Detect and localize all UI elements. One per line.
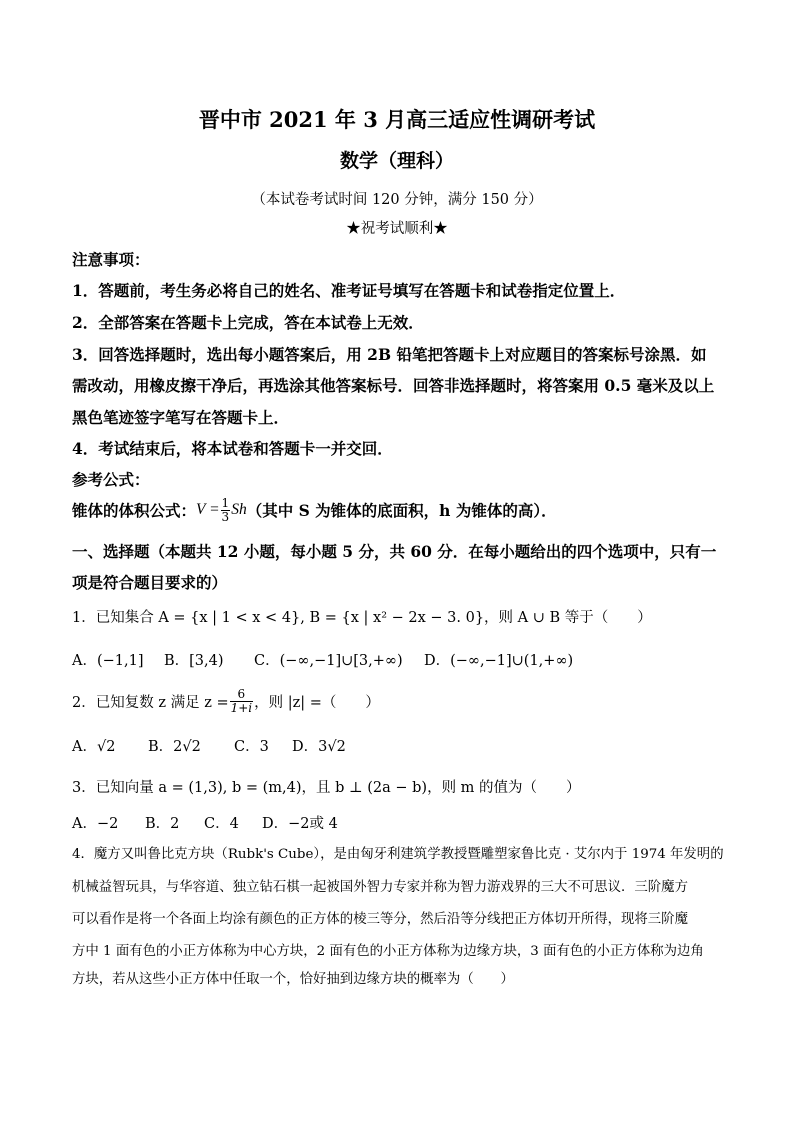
formula-numerator: 1 bbox=[221, 495, 230, 510]
exam-wish: ★祝考试顺利★ bbox=[346, 221, 448, 237]
question-3-option-b: B．2 bbox=[145, 816, 180, 832]
section-1-line-1: 一、选择题（本题共 12 小题，每小题 5 分，共 60 分．在每小题给出的四个选项中，只有一 bbox=[72, 542, 717, 561]
formula-label: 锥体的体积公式： bbox=[72, 501, 197, 520]
question-4-line-1: 4．魔方又叫鲁比克方块（Rubk's Cube），是由匈牙利建筑学教授暨雕塑家鲁比克 · 艾尔内于 1974 年发明的 bbox=[72, 847, 724, 862]
note-item-3-line-3: 黑色笔迹签字笔写在答题卡上． bbox=[72, 408, 290, 427]
exam-subject: 数学（理科） bbox=[339, 150, 454, 172]
question-1-option-a: A．(−1,1] bbox=[72, 653, 144, 669]
question-2-suffix: ，则 |z| =（ ） bbox=[254, 694, 380, 711]
notes-heading: 注意事项： bbox=[72, 250, 150, 269]
formula-explain: （其中 S 为锥体的底面积，h 为锥体的高）． bbox=[246, 501, 557, 520]
question-2-prefix: 2．已知复数 z 满足 z = bbox=[72, 694, 229, 711]
question-2-option-b: B．2√2 bbox=[148, 739, 201, 755]
formula-rhs: Sh bbox=[231, 501, 247, 518]
question-1-option-c: C．(−∞,−1]∪[3,+∞) bbox=[254, 653, 403, 669]
note-item-4: 4．考试结束后，将本试卷和答题卡一并交回． bbox=[72, 439, 393, 458]
question-2-option-a: A．√2 bbox=[72, 739, 116, 755]
question-4-line-5: 方块，若从这些小正方体中任取一个，恰好抽到边缘方块的概率为（ ） bbox=[72, 972, 514, 987]
note-item-3-line-1: 3．回答选择题时，选出每小题答案后，用 2B 铅笔把答题卡上对应题目的答案标号涂黑．如 bbox=[72, 345, 707, 364]
formula-heading: 参考公式： bbox=[72, 470, 150, 489]
question-3-option-c: C．4 bbox=[204, 816, 239, 832]
question-2-denominator: 1+i bbox=[230, 700, 253, 715]
question-3-stem: 3．已知向量 a = (1,3), b = (m,4)，且 b ⊥ (2a − b)，则 m 的值为（ ） bbox=[72, 780, 581, 796]
exam-title: 晋中市 2021 年 3 月高三适应性调研考试 bbox=[198, 107, 596, 132]
cone-volume-formula bbox=[72, 493, 557, 527]
question-4-line-4: 方中 1 面有色的小正方体称为中心方块，2 面有色的小正方体称为边缘方块，3 面有色的小正方体称为边角 bbox=[72, 944, 704, 959]
note-item-1: 1．答题前，考生务必将自己的姓名、准考证号填写在答题卡和试卷指定位置上． bbox=[72, 281, 626, 300]
question-3-option-d: D．−2或 4 bbox=[262, 816, 338, 832]
question-4-line-2: 机械益智玩具，与华容道、独立钻石棋一起被国外智力专家并称为智力游戏界的三大不可思议．三阶魔方 bbox=[72, 880, 688, 895]
formula-fraction bbox=[221, 497, 231, 524]
note-item-2: 2．全部答案在答题卡上完成，答在本试卷上无效． bbox=[72, 313, 424, 332]
question-4-line-3: 可以看作是将一个各面上均涂有颜色的正方体的棱三等分，然后沿等分线把正方体切开所得，现将三阶魔 bbox=[72, 912, 688, 927]
question-2-fraction bbox=[230, 688, 254, 715]
question-2-option-d: D．3√2 bbox=[292, 739, 346, 755]
question-3-option-a: A．−2 bbox=[72, 816, 119, 832]
question-1-option-b: B．[3,4) bbox=[164, 653, 224, 669]
formula-lhs: V = bbox=[196, 501, 220, 518]
note-item-3-line-2: 需改动，用橡皮擦干净后，再选涂其他答案标号．回答非选择题时，将答案用 0.5 毫米及以上 bbox=[72, 376, 715, 395]
question-1-option-d: D．(−∞,−1]∪(1,+∞) bbox=[424, 653, 574, 669]
question-2-numerator: 6 bbox=[230, 688, 254, 702]
section-1-line-2: 项是符合题目要求的） bbox=[72, 573, 228, 592]
question-2-option-c: C．3 bbox=[234, 739, 269, 755]
question-2-stem bbox=[72, 684, 380, 718]
formula-denominator: 3 bbox=[221, 509, 230, 524]
question-1-stem: 1．已知集合 A = {x | 1 < x < 4}, B = {x | x² − 2x − 3. 0}，则 A ∪ B 等于（ ） bbox=[72, 610, 652, 626]
exam-time-note: （本试卷考试时间 120 分钟，满分 150 分） bbox=[251, 192, 543, 208]
